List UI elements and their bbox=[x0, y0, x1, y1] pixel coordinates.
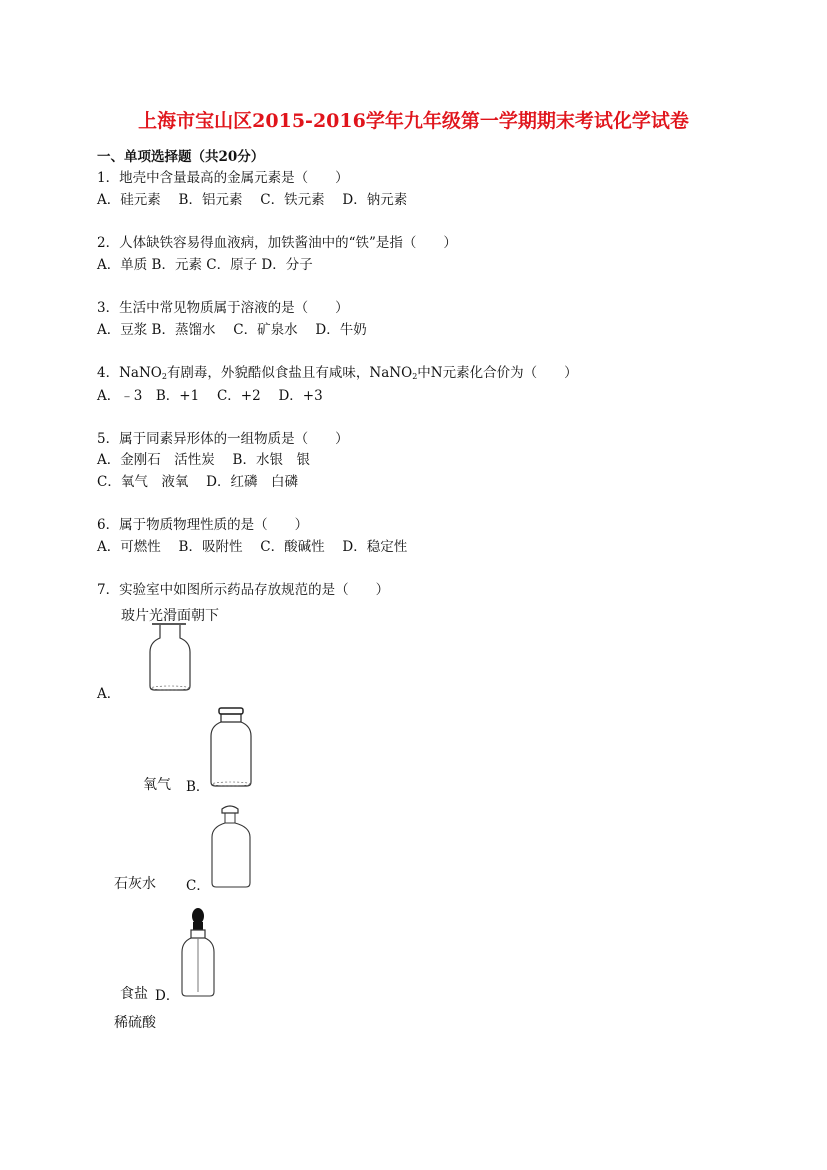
question-5-options-2: C．氧气 液氧 D．红磷 白磷 bbox=[97, 474, 298, 490]
figure-d-label: D． bbox=[155, 988, 180, 1004]
question-7-stem: 7．实验室中如图所示药品存放规范的是（ ） bbox=[97, 582, 390, 598]
question-3-options: A．豆浆 B．蒸馏水 C．矿泉水 D．牛奶 bbox=[97, 322, 367, 338]
figure-c-substance: 石灰水 bbox=[114, 876, 156, 892]
question-5-stem: 5．属于同素异形体的一组物质是（ ） bbox=[97, 431, 349, 447]
figure-a-label: A． bbox=[97, 686, 121, 702]
question-3-stem: 3．生活中常见物质属于溶液的是（ ） bbox=[97, 300, 349, 316]
question-1-stem: 1．地壳中含量最高的金属元素是（ ） bbox=[97, 170, 349, 186]
question-1-options: A．硅元素 B．铝元素 C．铁元素 D．钠元素 bbox=[97, 192, 408, 208]
question-4-stem: 4．NaNO$_2$有剧毒，外貌酷似食盐且有咸味，NaNO$_2$中N元素化合价为（ ） bbox=[97, 365, 578, 381]
figure-d-dropper-bottle-icon bbox=[178, 906, 218, 1000]
question-6-stem: 6．属于物质物理性质的是（ ） bbox=[97, 517, 309, 533]
figure-a-caption: 玻片光滑面朝下 bbox=[121, 608, 219, 624]
question-6-options: A．可燃性 B．吸附性 C．酸碱性 D．稳定性 bbox=[97, 539, 408, 555]
figure-a-bottle-icon bbox=[140, 622, 200, 694]
figure-b-bottle-icon bbox=[207, 706, 257, 790]
figure-c-bottle-icon bbox=[208, 805, 254, 889]
question-2-stem: 2．人体缺铁容易得血液病，加铁酱油中的“铁”是指（ ） bbox=[97, 235, 457, 251]
figure-d-acid-substance: 稀硫酸 bbox=[114, 1015, 156, 1031]
question-5-options-1: A．金刚石 活性炭 B．水银 银 bbox=[97, 452, 310, 468]
figure-c-label: C． bbox=[186, 878, 210, 894]
figure-b-substance: 氧气 bbox=[143, 777, 171, 793]
figure-b-label: B． bbox=[186, 779, 210, 795]
question-2-options: A．单质 B．元素 C．原子 D．分子 bbox=[97, 257, 313, 273]
question-4-options: A．﹣3 B．+1 C．+2 D．+3 bbox=[97, 388, 323, 404]
section-heading: 一、单项选择题（共20分） bbox=[97, 149, 265, 165]
page-title: 上海市宝山区2015-2016学年九年级第一学期期末考试化学试卷 bbox=[138, 110, 689, 132]
figure-d-substance: 食盐 bbox=[120, 986, 148, 1002]
